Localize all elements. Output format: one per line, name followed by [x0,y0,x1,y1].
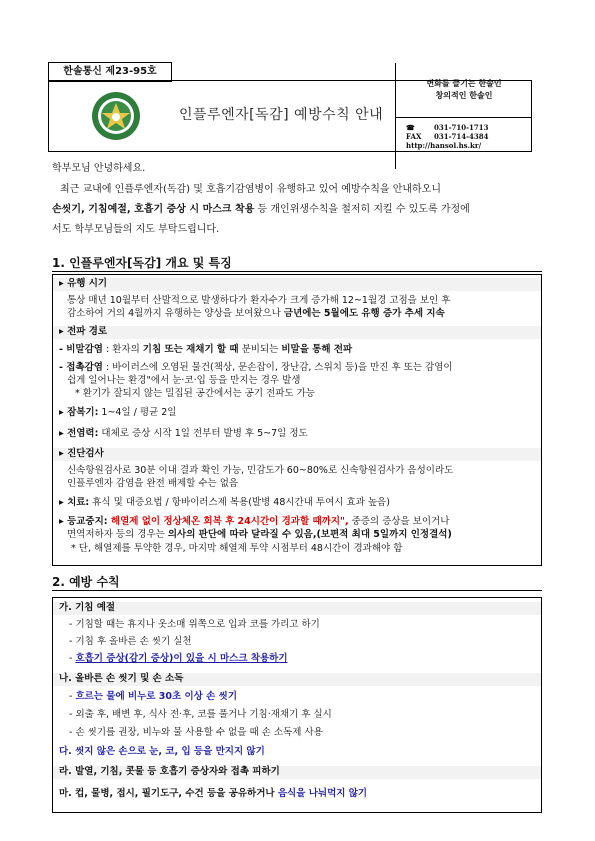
contact-info [406,123,489,150]
avoid-contact-title: 라. 발열, 기침, 콧물 등 호흡기 증상자와 접촉 피하기 [53,766,541,779]
contact-line-2: 쉽게 일어나는 환경"에서 눈·코·입 등을 만지는 경우 발생 [67,375,301,386]
document-title: 인플루엔자[독감] 예방수칙 안내 [179,107,384,123]
header-box [48,80,532,152]
greeting: 학부모님 안녕하세요. [52,163,146,174]
epidemic-line-2: 감소하여 거의 4월까지 유행하는 양상을 보여왔으나 금년에는 5월에도 유행 증가 추세 지속 [67,308,445,319]
cough-rule-1: - 기침할 때는 휴지나 옷소매 위쪽으로 입과 코를 가리고 하기 [69,619,320,630]
handwashing-title: 나. 올바른 손 씻기 및 손 소독 [53,673,541,686]
droplet-line: - 비말감염 : 환자의 기침 또는 재채기 할 때 분비되는 비말을 통해 전파 [59,344,353,355]
route-title: ▸ 전파 경로 [53,326,541,339]
section-1-title: 1. 인플루엔자[독감] 개요 및 특징 [52,256,232,270]
no-touch-face-title: 다. 씻지 않은 손으로 눈, 코, 입 등을 만지지 않기 [59,746,265,757]
no-sharing-title: 마. 컵, 물병, 접시, 필기도구, 수건 등을 공유하거나 음식을 나눠먹지 않기 [59,788,368,799]
incubation-line: ▸ 잠복기: 1~4일 / 평균 2일 [59,407,177,418]
intro-line-1: 최근 교내에 인플루엔자(독감) 및 호흡기감염병이 유행하고 있어 예방수칙을 안내하오니 [60,184,441,195]
fax-number: 031-714-4384 [434,132,489,141]
slogan-line-2: 창의적인 한솔인 [435,90,493,100]
phone-number: 031-710-1713 [434,123,489,132]
cough-rule-2: - 기침 후 올바른 손 씻기 실천 [69,636,192,647]
diagnosis-line-2: 인플루엔자 감염을 완전 배제할 수는 없음 [67,478,239,489]
intro-line-3: 서도 학부모님들의 지도 부탁드립니다. [52,224,220,235]
contagious-line: ▸ 전염력: 대체로 증상 시작 1일 전부터 발병 후 5~7일 정도 [59,428,308,439]
section-1-rule [52,271,542,272]
treatment-line: ▸ 치료: 휴식 및 대증요법 / 항바이러스제 복용(발병 48시간내 투여시 효과 높음) [59,497,390,508]
school-slogan [396,63,532,118]
contact-line-1: - 접촉감염 : 바이러스에 오염된 물건(책상, 문손잡이, 장난감, 스위치 등)을 만진 후 또는 감염이 [59,362,453,373]
school-info [395,63,532,169]
prevention-box [52,597,542,813]
diagnosis-title: ▸ 진단검사 [53,448,541,461]
exclusion-line-1: ▸ 등교중지: 해열제 없이 정상체온 회복 후 24시간이 경과할 때까지", 중증의 증상을 보이거나 [59,516,450,527]
letterhead [48,62,532,152]
cough-etiquette-title: 가. 기침 예절 [53,602,541,615]
section-2-title: 2. 예방 수칙 [52,575,120,589]
handwashing-rule-3: - 손 씻기를 권장, 비누와 물 사용할 수 없을 때 손 소독제 사용 [69,727,323,738]
diagnosis-line-1: 신속항원검사로 30분 이내 결과 확인 가능, 민감도가 60~80%로 신속항원검사가 음성이라도 [67,465,454,476]
contact-note: * 환기가 잘되지 않는 밀집된 공간에서는 공기 전파도 가능 [75,388,315,399]
handwashing-rule-2: - 외출 후, 배변 후, 식사 전·후, 코를 풀거나 기침·재채기 후 실시 [69,709,332,720]
intro-line-2: 손씻기, 기침예절, 호흡기 증상 시 마스크 착용 등 개인위생수칙을 철저히 지킬 수 있도록 가정에 [52,204,470,215]
exclusion-line-2: 면역저하자 등의 경우는 의사의 판단에 따라 달라질 수 있음,(보편적 최대 5일까지 인정결석) [67,529,452,540]
handwashing-rule-1: - 흐르는 물에 비누로 30초 이상 손 씻기 [69,691,237,702]
document-number: 한솔통신 제23-95호 [48,62,172,82]
website-link[interactable]: http://hansol.hs.kr/ [406,141,482,150]
cough-rule-3: - 호흡기 증상(감기 증상)이 있을 시 마스크 착용하기 [69,653,288,664]
school-logo-icon [91,91,141,141]
epidemic-line-1: 통상 매년 10월부터 산발적으로 발생하다가 환자수가 크게 증가해 12~1월경 고점을 보인 후 [67,295,451,306]
epidemic-title: ▸ 유행 시기 [53,278,541,291]
exclusion-note: * 단, 해열제를 투약한 경우, 마지막 해열제 투약 시점부터 48시간이 경과해야 함 [71,543,403,554]
slogan-line-1: 변화를 즐기는 한솔인 [426,78,502,88]
fax-label: FAX [406,132,422,141]
phone-icon: ☎ [406,123,415,132]
overview-box [52,274,542,566]
section-2-rule [52,590,542,591]
